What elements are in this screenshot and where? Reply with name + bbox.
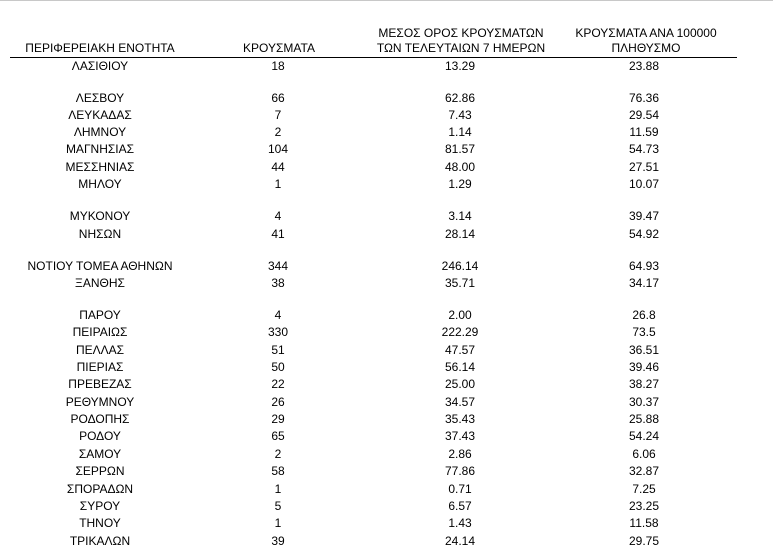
row-cases: 50 <box>271 360 285 374</box>
row-region-name: ΡΟΔΟΠΗΣ <box>70 412 130 426</box>
table-row <box>0 515 773 532</box>
table-row <box>0 394 773 411</box>
table-row <box>0 107 773 124</box>
row-cases: 22 <box>271 377 285 391</box>
row-per100k: 25.88 <box>628 412 660 426</box>
table-row <box>0 275 773 292</box>
row-region-name: ΣΠΟΡΑΔΩΝ <box>66 482 134 496</box>
table-row <box>0 58 773 75</box>
row-avg7: 1.14 <box>448 125 472 139</box>
header-per100k-line1: ΚΡΟΥΣΜΑΤΑ ΑΝΑ 100000 <box>575 26 717 40</box>
row-region-name: ΠΡΕΒΕΖΑΣ <box>68 377 132 391</box>
row-cases: 44 <box>271 160 285 174</box>
row-cases: 330 <box>267 325 289 339</box>
table-row <box>0 159 773 176</box>
table-row <box>0 446 773 463</box>
table-row <box>0 376 773 393</box>
row-cases: 5 <box>274 499 282 513</box>
row-avg7: 13.29 <box>444 59 476 73</box>
row-cases: 1 <box>274 516 282 530</box>
table-row <box>0 176 773 193</box>
row-per100k: 34.17 <box>628 276 660 290</box>
row-per100k: 29.54 <box>628 108 660 122</box>
header-per100k-line2: ΠΛΗΘΥΣΜΟ <box>611 41 681 55</box>
row-region-name: ΜΑΓΝΗΣΙΑΣ <box>65 142 135 156</box>
row-cases: 344 <box>267 259 289 273</box>
row-cases: 1 <box>274 177 282 191</box>
table-row <box>0 258 773 275</box>
table-row <box>0 90 773 107</box>
row-per100k: 54.73 <box>628 142 660 156</box>
row-per100k: 7.25 <box>632 482 656 496</box>
table-row <box>0 208 773 225</box>
row-per100k: 11.58 <box>629 516 659 530</box>
row-per100k: 76.36 <box>628 91 660 105</box>
row-per100k: 39.47 <box>628 209 660 223</box>
row-region-name: ΤΡΙΚΑΛΩΝ <box>69 534 131 548</box>
row-avg7: 7.43 <box>448 108 472 122</box>
row-avg7: 2.00 <box>448 308 472 322</box>
row-per100k: 38.27 <box>628 377 660 391</box>
row-cases: 18 <box>271 59 285 73</box>
row-per100k: 39.46 <box>628 360 660 374</box>
row-region-name: ΣΑΜΟΥ <box>78 447 122 461</box>
row-region-name: ΤΗΝΟΥ <box>79 516 121 530</box>
row-avg7: 246.14 <box>441 259 479 273</box>
row-avg7: 56.14 <box>444 360 476 374</box>
row-avg7: 1.29 <box>448 177 472 191</box>
row-avg7: 62.86 <box>444 91 476 105</box>
table-row <box>0 359 773 376</box>
row-region-name: ΠΕΛΛΑΣ <box>75 343 125 357</box>
row-cases: 58 <box>271 464 285 478</box>
row-per100k: 23.88 <box>628 59 660 73</box>
row-cases: 7 <box>274 108 282 122</box>
row-region-name: ΛΕΣΒΟΥ <box>75 91 125 105</box>
row-avg7: 35.43 <box>444 412 476 426</box>
header-avg7-line1: ΜΕΣΟΣ ΟΡΟΣ ΚΡΟΥΣΜΑΤΩΝ <box>378 26 544 40</box>
row-avg7: 35.71 <box>444 276 476 290</box>
row-cases: 41 <box>271 227 285 241</box>
row-avg7: 1.43 <box>448 516 472 530</box>
row-region-name: ΝΗΣΩΝ <box>78 227 122 241</box>
row-cases: 29 <box>271 412 285 426</box>
row-avg7: 77.86 <box>444 464 476 478</box>
row-region-name: ΠΕΙΡΑΙΩΣ <box>72 325 128 339</box>
row-cases: 39 <box>271 534 285 548</box>
row-cases: 104 <box>267 142 289 156</box>
row-per100k: 23.25 <box>628 499 660 513</box>
table-row <box>0 428 773 445</box>
row-cases: 65 <box>271 429 285 443</box>
row-per100k: 11.59 <box>629 125 659 139</box>
row-cases: 1 <box>274 482 282 496</box>
row-cases: 4 <box>274 209 282 223</box>
row-avg7: 48.00 <box>444 160 476 174</box>
table-row <box>0 342 773 359</box>
header-avg7-line2: ΤΩΝ ΤΕΛΕΥΤΑΙΩΝ 7 ΗΜΕΡΩΝ <box>376 41 546 55</box>
row-cases: 4 <box>274 308 282 322</box>
row-per100k: 30.37 <box>628 395 660 409</box>
row-per100k: 29.75 <box>628 534 660 548</box>
row-per100k: 36.51 <box>628 343 660 357</box>
row-region-name: ΠΑΡΟΥ <box>79 308 121 322</box>
table-row <box>0 481 773 498</box>
row-cases: 2 <box>274 125 282 139</box>
row-avg7: 28.14 <box>444 227 476 241</box>
row-avg7: 222.29 <box>441 325 479 339</box>
row-region-name: ΞΑΝΘΗΣ <box>75 276 125 290</box>
row-region-name: ΡΟΔΟΥ <box>79 429 121 443</box>
row-region-name: ΣΕΡΡΩΝ <box>75 464 125 478</box>
row-per100k: 54.92 <box>628 227 660 241</box>
row-region-name: ΣΥΡΟΥ <box>79 499 121 513</box>
row-region-name: ΡΕΘΥΜΝΟΥ <box>65 395 135 409</box>
row-region-name: ΜΗΛΟΥ <box>78 177 122 191</box>
row-cases: 2 <box>274 447 282 461</box>
row-region-name: ΝΟΤΙΟΥ ΤΟΜΕΑ ΑΘΗΝΩΝ <box>27 259 173 273</box>
row-cases: 66 <box>271 91 285 105</box>
row-per100k: 54.24 <box>628 429 660 443</box>
table-row <box>0 498 773 515</box>
table-row <box>0 141 773 158</box>
table-row <box>0 533 773 550</box>
row-region-name: ΛΕΥΚΑΔΑΣ <box>68 108 132 122</box>
row-avg7: 0.71 <box>448 482 472 496</box>
row-region-name: ΜΥΚΟΝΟΥ <box>69 209 131 223</box>
row-cases: 38 <box>271 276 285 290</box>
table-row <box>0 463 773 480</box>
row-avg7: 6.57 <box>448 499 472 513</box>
row-cases: 51 <box>271 343 285 357</box>
row-cases: 26 <box>271 395 285 409</box>
table-row <box>0 307 773 324</box>
table-row <box>0 226 773 243</box>
header-cases-label: ΚΡΟΥΣΜΑΤΑ <box>243 41 315 55</box>
row-per100k: 10.07 <box>628 177 660 191</box>
row-avg7: 25.00 <box>444 377 476 391</box>
row-region-name: ΜΕΣΣΗΝΙΑΣ <box>65 160 135 174</box>
row-per100k: 27.51 <box>628 160 660 174</box>
row-per100k: 26.8 <box>632 308 656 322</box>
row-avg7: 81.57 <box>444 142 476 156</box>
row-avg7: 24.14 <box>444 534 476 548</box>
table-row <box>0 411 773 428</box>
row-per100k: 32.87 <box>628 464 660 478</box>
row-avg7: 2.86 <box>448 447 472 461</box>
row-avg7: 37.43 <box>444 429 476 443</box>
header-region-label: ΠΕΡΙΦΕΡΕΙΑΚΗ ΕΝΟΤΗΤΑ <box>25 41 175 55</box>
row-region-name: ΛΑΣΙΘΙΟΥ <box>71 59 129 73</box>
row-avg7: 3.14 <box>448 209 472 223</box>
row-per100k: 6.06 <box>632 447 656 461</box>
table-row <box>0 124 773 141</box>
row-avg7: 47.57 <box>444 343 476 357</box>
row-per100k: 73.5 <box>632 325 656 339</box>
row-region-name: ΛΗΜΝΟΥ <box>73 125 127 139</box>
row-avg7: 34.57 <box>444 395 476 409</box>
row-region-name: ΠΙΕΡΙΑΣ <box>76 360 124 374</box>
row-per100k: 64.93 <box>628 259 660 273</box>
table-row <box>0 324 773 341</box>
